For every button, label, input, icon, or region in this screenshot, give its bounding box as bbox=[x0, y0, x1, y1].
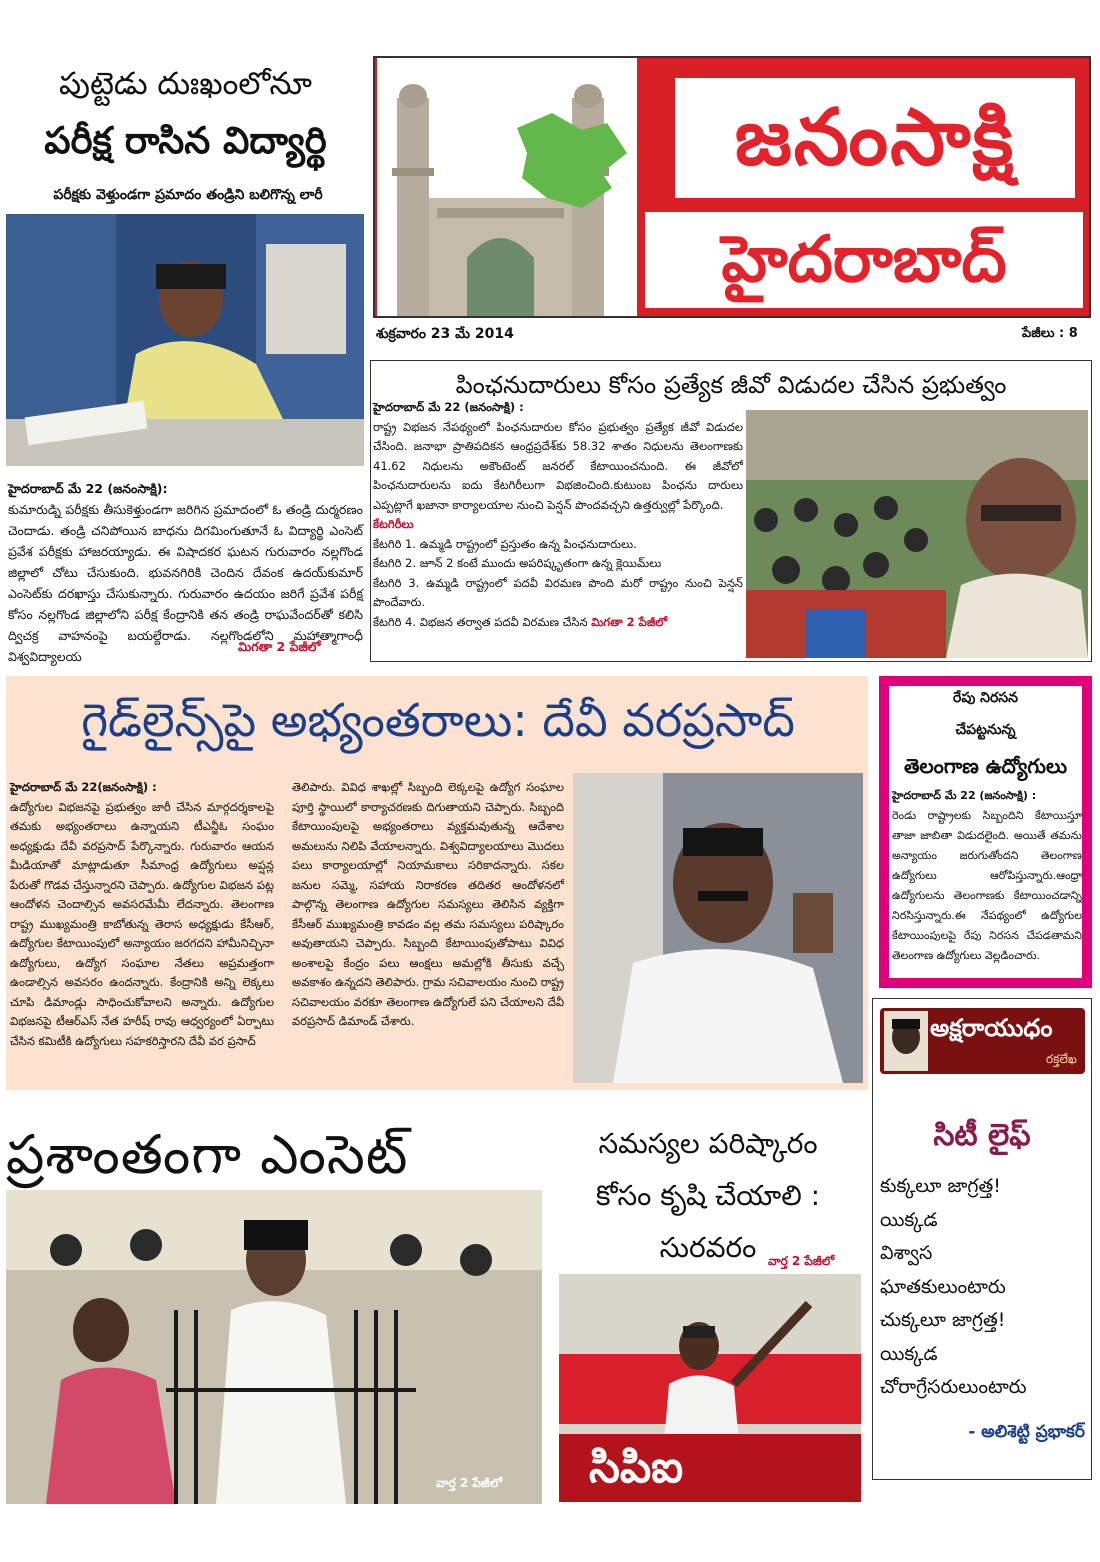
student-photo bbox=[6, 214, 364, 466]
aksharayudham-sub: రక్తలేఖ bbox=[1046, 1052, 1077, 1066]
pension-text: రాష్ట్ర విభజన నేపథ్యంలో పింఛనుదారుల కోసం ప్రభుత్వం ప్రత్యేక జీవో విడుదల చేసింది. జనాభా ప్రాతిపదికన ఆంధ్రప్రదేశ్‌కు 58.32 శాతం నిధులను తెలంగాణకు 41.62 నిధులను అకౌంటెంట్‌ జనరల్‌ కేటాయించనుంది. ఈ జీవోలో పింఛనుదారులను ఐదు కేటగిరీలుగా విభజించింది.కుటుంబ పింఛను దారులు ఎప్పట్లాగే ఖజానా కార్యాలయాల నుంచి పెన్షన్‌ పొందవచ్చని ఉత్తర్వుల్లో పేర్కొంది. bbox=[373, 419, 743, 512]
protest-line-2: చేపట్టనున్న bbox=[955, 722, 1016, 738]
suravaram-photo bbox=[559, 1274, 861, 1502]
suravaram-headline bbox=[556, 1118, 860, 1274]
masthead-title: జనంసాక్షి bbox=[734, 93, 1016, 183]
guidelines-text-1: ఉద్యోగుల విభజనపై ప్రభుత్వం జారీ చేసిన మార్గదర్శకాలపై తమకు అభ్యంతరాలు ఉన్నాయని టీఎన్జీఓ సంఘం అధ్యక్షుడు దేవీ వరప్రసాద్‌ పేర్కొన్నారు. గురువారం ఆయన మీడియాతో మాట్లాడుతూ సీమాంధ్ర ఉద్యోగులు అప్షన్ల పేరుతో గొడవ చేస్తున్నారని చెప్పారు. ఉద్యోగుల విభజన పట్ల ఆందోళన చెందాల్సిన అవసరమేమీ లేదన్నారు. తెలంగాణ రాష్ట్ర ముఖ్యమంత్రి కాబోతున్న తెరాస అధ్యక్షుడు కేసీఆర్‌, ఉద్యోగుల కేటాయింపులో అన్యాయం జరగదని హామీనిచ్చినా ఉద్యోగులు, ఉద్యోగ సంఘాల నేతలు అప్రమత్తంగా ఉండాల్సిన అవసరం ఉందన్నారు. కేంద్రానికి అన్ని లెక్కలు చూపి డిమాండ్లు సాధించుకోవాలని అన్నారు. ఉద్యోగుల విభజనపై టీఆర్‌ఎస్‌ నేత హరీష్‌ రావు ఆధ్వర్యంలో ఏర్పాటు చేసిన కమిటీకి ఉద్యోగులు సహకరిస్తారని దేవీ వర ప్రసాద్‌ bbox=[10, 799, 274, 1048]
category-item: కేటగిరి 3. ఉమ్మడి రాష్ట్రంలో పదవీ విరమణ పొంది మరో రాష్ట్రం నుంచి పెన్షన్‌ పొందేవారు. bbox=[373, 575, 743, 609]
guidelines-col-2 bbox=[292, 778, 564, 1032]
poem-line: చోరాగ్రేసరులుంటారు bbox=[880, 1376, 1027, 1398]
devi-varaprasad-photo bbox=[573, 773, 863, 1083]
category-item bbox=[373, 613, 743, 633]
pension-headline: పింఛనుదారులు కోసం ప్రత్యేక జీవో విడుదల చేసిన ప్రభుత్వం bbox=[455, 371, 1007, 399]
guidelines-text-2: తెలిపారు. వివిధ శాఖల్లో సిబ్బంది లెక్కలపై ఉద్యోగ సంఘాల పూర్తి స్థాయిలో కార్యాచరణకు దిగుతాయని చెప్పారు. సిబ్బంది కేటాయింపులపై అభ్యంతరాలు వ్యక్తమవుతున్న ఆదేశాల అమలును నిలిపి వేయాలన్నారు. విశ్వవిద్యాలయాలు మొదలు పలు కార్యాలయాల్లో నియామకాలు సరికాదన్నారు. సకల జనుల సమ్మె, సహాయ నిరాకరణ తదితర ఆందోళనలో పాల్గొన్న తెలంగాణ ఉద్యోగుల సమస్యలు తెలిసిన వ్యక్తిగా కేసీఆర్‌ ముఖ్యమంత్రి కావడం వల్ల తమ సమస్యలు పరిష్కారం అవుతాయని చెప్పారు. సిబ్బంది కేటాయింపుతోపాటు వివిధ అంశాలపై కేంద్రం పలు ఆంక్షలు అమల్లోకి తీసుకు వచ్చే అవకాశం ఉన్నదని తెలిపారు. గ్రామ సచివాలయం నుంచి రాష్ట్ర సచివాలయం వరకూ తెలంగాణ ఉద్యోగులే పని చేయాలని దేవీ వరప్రసాద్‌ డిమాండ్‌ చేశారు. bbox=[292, 780, 564, 1028]
city-life-poem bbox=[880, 1170, 1085, 1405]
protest-text: రెండు రాష్ట్రాలకు సిబ్బందిని కేటాయిస్తూ తాజా జాబితా విడుదలైంది. అయితే తమను అన్యాయం జరుగుతోందని తెలంగాణ ఉద్యోగులు ఆరోపిస్తున్నారు.ఆంధ్రా ఉద్యోగులను తెలంగాణకు కేటాయించడాన్ని నిరసిస్తున్నారు.ఈ నేపథ్యంలో ఉద్యోగుల కేటాయింపులపై రేపు నిరసన చేపడతామని తెలంగాణ ఉద్యోగులు వెల్లడించారు. bbox=[892, 809, 1082, 962]
category-item-text: కేటగిరి 4. విభజన తర్వాత పదవీ విరమణ చేసిన bbox=[373, 614, 588, 629]
pensioner-photo bbox=[746, 410, 1088, 658]
city-life-title: సిటీ లైఫ్‌ bbox=[933, 1118, 1031, 1153]
suravaram-headline-line: సురవరం bbox=[659, 1231, 757, 1264]
protest-line-1: రేపు నిరసన bbox=[953, 690, 1018, 706]
guidelines-col-1 bbox=[10, 778, 274, 1051]
poem-line: యిక్కడ bbox=[880, 1208, 938, 1231]
category-item: కేటగిరి 1. ఉమ్మడి రాష్ట్రంలో ప్రస్తుతం ఉన్న పింఛనుదారులు. bbox=[373, 536, 637, 551]
poem-line: ఘాతకులుంటారు bbox=[880, 1275, 1006, 1298]
guidelines-dateline: హైదరాబాద్‌ మే 22(జనంసాక్షి) : bbox=[10, 780, 157, 794]
story-headline: పరీక్ష రాసిన విద్యార్థి bbox=[44, 119, 327, 162]
protest-headline: తెలంగాణ ఉద్యోగులు bbox=[903, 754, 1068, 778]
pension-body bbox=[373, 398, 743, 632]
poem-line: యిక్కడ bbox=[880, 1342, 938, 1365]
pension-categories-label: కేటగిరీలు bbox=[373, 517, 414, 531]
cpi-banner-text: సిపిఐ bbox=[589, 1442, 684, 1493]
eamcet-photo bbox=[6, 1190, 542, 1504]
eamcet-headline: ప్రశాంతంగా ఎంసెట్‌ bbox=[6, 1123, 409, 1186]
story-dateline: హైదరాబాద్‌ మే 22 (జనంసాక్షి): bbox=[8, 481, 168, 496]
protest-dateline: హైదరాబాద్‌ మే 22 (జనంసాక్షి) : bbox=[892, 789, 1037, 802]
masthead-city: హైదరాబాద్‌ bbox=[721, 223, 1007, 297]
poem-line: చుక్కలూ జాగ్రత్త! bbox=[880, 1309, 1006, 1331]
poem-line: విశ్వాస bbox=[880, 1242, 933, 1264]
pension-dateline: హైదరాబాద్‌ మే 22 (జనంసాక్షి) : bbox=[373, 400, 524, 414]
story-subhead: పరీక్షకు వెళ్తుండగా ప్రమాదం తండ్రిని బలిగొన్న లారీ bbox=[53, 187, 323, 203]
protest-body bbox=[892, 786, 1082, 966]
suravaram-continued: వార్త 2 పేజీలో bbox=[768, 1254, 835, 1268]
charminar-illustration bbox=[377, 58, 637, 316]
guidelines-headline: గైడ్‌లైన్స్‌పై అభ్యంతరాలు: దేవీ వరప్రసాద్‌ bbox=[81, 693, 795, 747]
aksharayudham-logo bbox=[880, 1008, 1085, 1074]
pension-continued: మిగతా 2 పేజీలో bbox=[591, 614, 668, 629]
story-continued: మిగతా 2 పేజీలో bbox=[238, 639, 321, 654]
poem-line: కుక్కలూ జాగ్రత్త! bbox=[880, 1175, 1001, 1197]
suravaram-headline-line: కోసం కృషి చేయాలి : bbox=[595, 1179, 821, 1212]
aksharayudham-title: అక్షరాయుధం bbox=[930, 1014, 1053, 1042]
category-item: కేటగిరి 2. జూన్‌ 2 కంటే ముందు అపరిష్కృతంగా ఉన్న క్లెయిమ్‌లు bbox=[373, 556, 662, 570]
eamcet-continued: వార్త 2 పేజీలో bbox=[436, 1476, 503, 1490]
story-kicker: పుట్టెడు దుఃఖంలోనూ bbox=[59, 66, 312, 102]
issue-date: శుక్రవారం 23 మే 2014 bbox=[376, 326, 514, 342]
page-count: పేజీలు : 8 bbox=[1022, 326, 1078, 341]
masthead bbox=[373, 56, 1091, 318]
suravaram-headline-line: సమస్యల పరిష్కారం bbox=[598, 1127, 818, 1160]
poet-portrait-icon bbox=[884, 1011, 928, 1071]
city-life-author: - అలిశెట్టి ప్రభాకర్‌ bbox=[968, 1422, 1085, 1442]
story-text: కుమారుడ్ని పరీక్షకు తీసుకెళ్తుండగా జరిగిన ప్రమాదంలో ఓ తండ్రి దుర్మరణం చెందాడు. తండ్రి చనిపోయిన బాధను దిగమింగుతూనే ఓ విద్యార్థి ఎంసెట్‌ ప్రవేశ పరీక్షకు హాజరయ్యాడు. ఈ విషాదకర ఘటన గురువారం నల్లగొండ జిల్లాలో చోటు చేసుకుంది. భువనగిరికి చెందిన దేవంక ఉదయ్‌కుమార్‌ ఎంసెట్‌కు దరఖాస్తు చేసుకున్నారు. గురువారం ఉదయం జరిగే ప్రవేశ పరీక్ష కోసం నల్లగొండ జిల్లాలోని పరీక్ష కేంద్రానికి తన తండ్రి రాఘవేందర్‌తో కలిసి ద్విచక్ర వాహనంపై బయల్దేరాడు. నల్లగొండలోని మహాత్మాగాంధీ విశ్వవిద్యాలయ bbox=[8, 502, 363, 664]
